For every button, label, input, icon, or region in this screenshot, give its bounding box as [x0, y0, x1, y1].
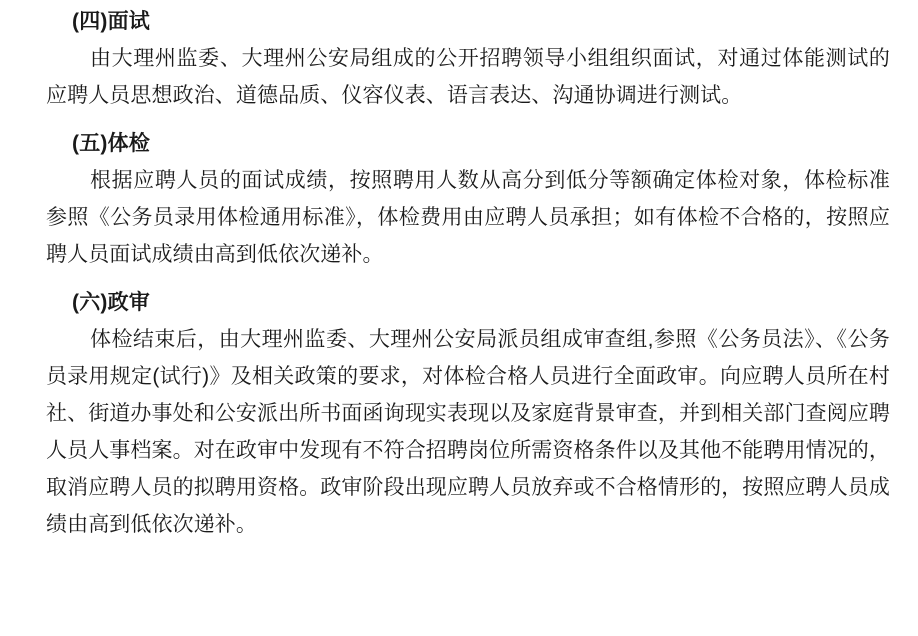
section-medical-exam: [24, 126, 896, 273]
section-paragraph-medical-exam: 根据应聘人员的面试成绩，按照聘用人数从高分到低分等额确定体检对象，体检标准参照《公务员录用体检通用标准》，体检费用由应聘人员承担；如有体检不合格的，按照应聘人员面试成绩由高到低依次递补。: [46, 169, 890, 266]
section-paragraph-political-review: 体检结束后，由大理州监委、大理州公安局派员组成审查组,参照《公务员法》、《公务员录用规定(试行)》及相关政策的要求，对体检合格人员进行全面政审。向应聘人员所在村社、街道办事处和公安派出所书面函询现实表现以及家庭背景审查，并到相关部门查阅应聘人员人事档案。对在政审中发现有不符合招聘岗位所需资格条件以及其他不能聘用情况的，取消应聘人员的拟聘用资格。政审阶段出现应聘人员放弃或不合格情形的，按照应聘人员成绩由高到低依次递补。: [46, 328, 890, 536]
section-heading-interview: (四)面试: [72, 10, 150, 33]
section-interview: [24, 4, 896, 114]
section-heading-political-review: (六)政审: [72, 291, 150, 314]
section-political-review: [24, 285, 896, 543]
section-heading-medical-exam: (五)体检: [72, 132, 150, 155]
section-spacer-2: [24, 273, 896, 285]
section-paragraph-interview: 由大理州监委、大理州公安局组成的公开招聘领导小组组织面试，对通过体能测试的应聘人员思想政治、道德品质、仪容仪表、语言表达、沟通协调进行测试。: [46, 47, 890, 107]
section-spacer-1: [24, 114, 896, 126]
document-body: [24, 0, 896, 543]
